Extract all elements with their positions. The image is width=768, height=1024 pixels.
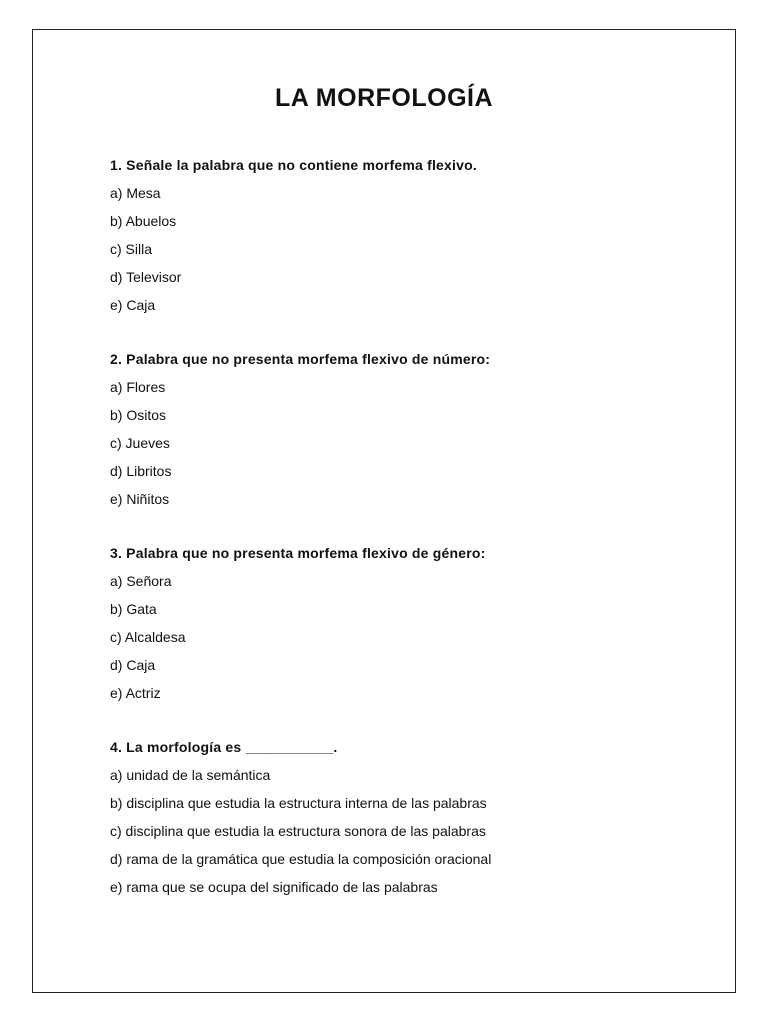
option-b: b) Gata bbox=[110, 601, 157, 617]
option-a: a) Mesa bbox=[110, 185, 161, 201]
option-b: b) Abuelos bbox=[110, 213, 177, 229]
option-a: a) Señora bbox=[110, 573, 172, 589]
option-c: c) Alcaldesa bbox=[110, 629, 186, 645]
option-c: c) Silla bbox=[110, 241, 153, 257]
question-2 bbox=[110, 346, 710, 513]
option-d: d) Caja bbox=[110, 657, 156, 673]
option-e: e) Caja bbox=[110, 297, 156, 313]
question-text: 2. Palabra que no presenta morfema flexivo de número: bbox=[110, 351, 491, 367]
option-c: c) Jueves bbox=[110, 435, 170, 451]
option-e: e) Actriz bbox=[110, 685, 161, 701]
option-d: d) Libritos bbox=[110, 463, 172, 479]
option-a: a) Flores bbox=[110, 379, 166, 395]
question-1 bbox=[110, 152, 710, 319]
question-4 bbox=[110, 734, 710, 901]
option-d: d) rama de la gramática que estudia la composición oracional bbox=[110, 851, 492, 867]
question-3 bbox=[110, 540, 710, 707]
option-b: b) disciplina que estudia la estructura interna de las palabras bbox=[110, 795, 487, 811]
option-e: e) Niñitos bbox=[110, 491, 170, 507]
option-a: a) unidad de la semántica bbox=[110, 767, 271, 783]
option-e: e) rama que se ocupa del significado de las palabras bbox=[110, 879, 438, 895]
question-text: 3. Palabra que no presenta morfema flexivo de género: bbox=[110, 545, 486, 561]
document-title: LA MORFOLOGÍA bbox=[274, 84, 494, 112]
option-d: d) Televisor bbox=[110, 269, 182, 285]
question-text: 4. La morfología es ___________. bbox=[110, 739, 338, 755]
option-c: c) disciplina que estudia la estructura sonora de las palabras bbox=[110, 823, 486, 839]
question-text: 1. Señale la palabra que no contiene morfema flexivo. bbox=[110, 157, 477, 173]
option-b: b) Ositos bbox=[110, 407, 167, 423]
question-list bbox=[110, 152, 710, 928]
